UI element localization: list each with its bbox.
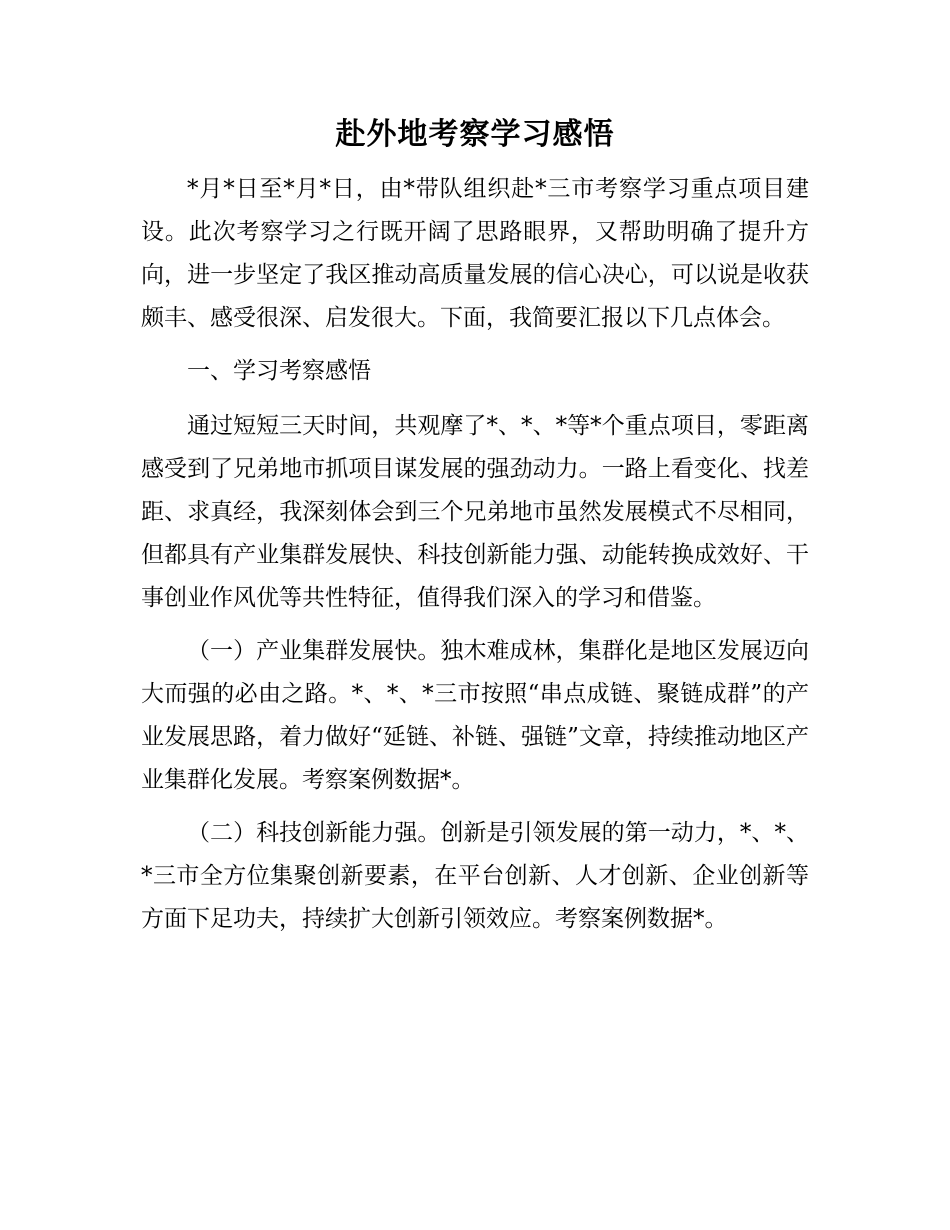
section-heading: 一、学习考察感悟 xyxy=(187,358,371,384)
document-title: 赴外地考察学习感悟 xyxy=(335,117,615,152)
paragraph-overview: 通过短短三天时间，共观摩了*、*、*等*个重点项目，零距离感受到了兄弟地市抓项目谋发展的强劲动力。一路上看变化、找差距、求真经，我深刻体会到三个兄弟地市虽然发展模式不尽相同，但都具有产业集群发展快、科技创新能力强、动能转换成效好、干事创业作风优等共性特征，值得我们深入的学习和借鉴。 xyxy=(141,413,809,611)
document-body xyxy=(141,168,809,951)
paragraph-innovation: （二）科技创新能力强。创新是引领发展的第一动力，*、*、*三市全方位集聚创新要素，在平台创新、人才创新、企业创新等方面下足功夫，持续扩大创新引领效应。考察案例数据*。 xyxy=(141,820,809,932)
paragraph-intro: *月*日至*月*日，由*带队组织赴*三市考察学习重点项目建设。此次考察学习之行既开阔了思路眼界，又帮助明确了提升方向，进一步坚定了我区推动高质量发展的信心决心，可以说是收获颇丰、感受很深、启发很大。下面，我简要汇报以下几点体会。 xyxy=(141,176,809,331)
paragraph-industry-cluster: （一）产业集群发展快。独木难成林，集群化是地区发展迈向大而强的必由之路。*、*、*三市按照“串点成链、聚链成群”的产业发展思路，着力做好“延链、补链、强链”文章，持续推动地区产业集群化发展。考察案例数据*。 xyxy=(141,638,809,793)
